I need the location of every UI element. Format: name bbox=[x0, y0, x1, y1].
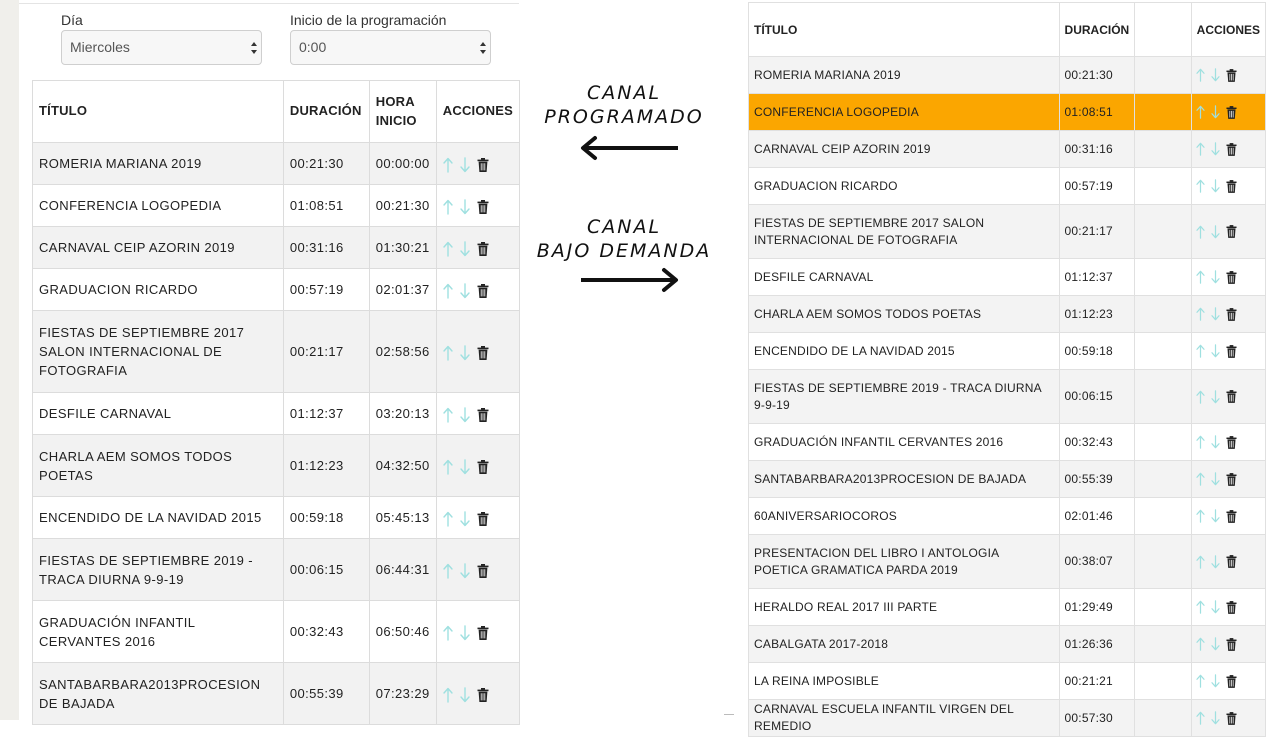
table-row[interactable] bbox=[749, 626, 1266, 663]
arrow-down-icon[interactable] bbox=[1211, 509, 1220, 523]
row-title: HERALDO REAL 2017 III PARTE bbox=[749, 589, 1060, 626]
row-blank bbox=[1135, 205, 1191, 259]
col-start-line2: INICIO bbox=[375, 112, 417, 128]
arrow-up-icon[interactable] bbox=[443, 625, 453, 641]
row-title: FIESTAS DE SEPTIEMBRE 2019 - TRACA DIURNA 9-9-19 bbox=[749, 370, 1060, 424]
actions-cell bbox=[1191, 700, 1265, 737]
row-duration: 00:55:39 bbox=[1059, 461, 1135, 498]
col-title: TÍTULO bbox=[749, 3, 1060, 57]
row-start: 03:20:13 bbox=[369, 393, 436, 435]
actions-cell bbox=[436, 435, 519, 497]
trash-icon[interactable] bbox=[1226, 638, 1237, 651]
canal-demanda-label bbox=[536, 215, 712, 263]
row-title: 60ANIVERSARIOCOROS bbox=[749, 498, 1060, 535]
table-row bbox=[33, 185, 520, 227]
table-row[interactable] bbox=[749, 424, 1266, 461]
actions-cell bbox=[436, 311, 519, 393]
row-duration: 01:12:23 bbox=[283, 435, 369, 497]
table-row bbox=[33, 227, 520, 269]
row-title: CONFERENCIA LOGOPEDIA bbox=[33, 185, 284, 227]
table-row[interactable] bbox=[749, 370, 1266, 424]
col-start bbox=[369, 81, 436, 143]
row-duration: 01:26:36 bbox=[1059, 626, 1135, 663]
row-title: GRADUACION RICARDO bbox=[749, 168, 1060, 205]
trash-icon[interactable] bbox=[477, 158, 489, 172]
table-row[interactable] bbox=[749, 663, 1266, 700]
trash-icon[interactable] bbox=[1226, 712, 1237, 725]
arrow-up-icon[interactable] bbox=[1196, 307, 1205, 321]
row-title: GRADUACIÓN INFANTIL CERVANTES 2016 bbox=[749, 424, 1060, 461]
row-duration: 01:08:51 bbox=[1059, 94, 1135, 131]
row-title: CHARLA AEM SOMOS TODOS POETAS bbox=[749, 296, 1060, 333]
table-row[interactable] bbox=[749, 205, 1266, 259]
row-blank bbox=[1135, 663, 1191, 700]
arrow-down-icon[interactable] bbox=[460, 407, 470, 423]
select-arrows-icon bbox=[479, 39, 487, 57]
arrow-down-icon[interactable] bbox=[460, 199, 470, 215]
row-start: 06:44:31 bbox=[369, 539, 436, 601]
table-row bbox=[33, 269, 520, 311]
actions-cell bbox=[436, 601, 519, 663]
scroll-indicator bbox=[724, 714, 734, 720]
arrow-down-icon[interactable] bbox=[1211, 472, 1220, 486]
actions-cell bbox=[436, 393, 519, 435]
row-blank bbox=[1135, 259, 1191, 296]
trash-icon[interactable] bbox=[477, 200, 489, 214]
row-duration: 00:21:30 bbox=[1059, 57, 1135, 94]
row-title: PRESENTACION DEL LIBRO I ANTOLOGIA POETICA GRAMATICA PARDA 2019 bbox=[749, 535, 1060, 589]
row-duration: 01:12:37 bbox=[1059, 259, 1135, 296]
row-title: SANTABARBARA2013PROCESION DE BAJADA bbox=[33, 663, 284, 725]
actions-cell bbox=[436, 185, 519, 227]
row-start: 04:32:50 bbox=[369, 435, 436, 497]
row-title: FIESTAS DE SEPTIEMBRE 2017 SALON INTERNACIONAL DE FOTOGRAFIA bbox=[33, 311, 284, 393]
row-blank bbox=[1135, 535, 1191, 589]
arrow-down-icon[interactable] bbox=[460, 157, 470, 173]
row-title: CARNAVAL ESCUELA INFANTIL VIRGEN DEL REMEDIO bbox=[749, 700, 1060, 737]
row-title: FIESTAS DE SEPTIEMBRE 2017 SALON INTERNACIONAL DE FOTOGRAFIA bbox=[749, 205, 1060, 259]
arrow-up-icon[interactable] bbox=[443, 199, 453, 215]
table-row[interactable] bbox=[749, 168, 1266, 205]
trash-icon[interactable] bbox=[1226, 390, 1237, 403]
canal-demanda-line1: CANAL bbox=[586, 216, 662, 238]
canal-demanda-line2: BAJO DEMANDA bbox=[536, 240, 712, 262]
row-duration: 00:38:07 bbox=[1059, 535, 1135, 589]
arrow-down-icon[interactable] bbox=[1211, 344, 1220, 358]
arrow-down-icon[interactable] bbox=[460, 345, 470, 361]
table-row bbox=[33, 601, 520, 663]
canal-programado-line2: PROGRAMADO bbox=[544, 106, 704, 128]
table-row-selected[interactable] bbox=[749, 94, 1266, 131]
canal-programado-label bbox=[540, 81, 708, 129]
row-title: ENCENDIDO DE LA NAVIDAD 2015 bbox=[33, 497, 284, 539]
row-start: 05:45:13 bbox=[369, 497, 436, 539]
row-title: SANTABARBARA2013PROCESION DE BAJADA bbox=[749, 461, 1060, 498]
row-blank bbox=[1135, 700, 1191, 737]
arrow-down-icon[interactable] bbox=[1211, 179, 1220, 193]
actions-cell bbox=[1191, 589, 1265, 626]
arrow-up-icon[interactable] bbox=[1196, 637, 1205, 651]
arrow-up-icon[interactable] bbox=[1196, 344, 1205, 358]
row-duration: 02:01:46 bbox=[1059, 498, 1135, 535]
actions-cell bbox=[436, 143, 519, 185]
table-row[interactable] bbox=[749, 498, 1266, 535]
actions-cell bbox=[1191, 535, 1265, 589]
table-row bbox=[33, 143, 520, 185]
table-row[interactable] bbox=[749, 131, 1266, 168]
actions-cell bbox=[436, 497, 519, 539]
trash-icon[interactable] bbox=[1226, 555, 1237, 568]
actions-cell bbox=[436, 539, 519, 601]
row-duration: 00:06:15 bbox=[283, 539, 369, 601]
row-start: 01:30:21 bbox=[369, 227, 436, 269]
start-select-value: 0:00 bbox=[299, 39, 327, 55]
trash-icon[interactable] bbox=[1226, 473, 1237, 486]
row-title: CHARLA AEM SOMOS TODOS POETAS bbox=[33, 435, 284, 497]
day-select-value: Miercoles bbox=[70, 39, 130, 55]
actions-cell bbox=[1191, 259, 1265, 296]
ondemand-table bbox=[748, 2, 1266, 737]
row-duration: 00:32:43 bbox=[1059, 424, 1135, 461]
row-blank bbox=[1135, 168, 1191, 205]
arrow-up-icon[interactable] bbox=[443, 687, 453, 703]
trash-icon[interactable] bbox=[1226, 180, 1237, 193]
row-start: 06:50:46 bbox=[369, 601, 436, 663]
arrow-up-icon[interactable] bbox=[1196, 390, 1205, 404]
row-duration: 00:21:17 bbox=[1059, 205, 1135, 259]
table-row bbox=[33, 393, 520, 435]
row-title: LA REINA IMPOSIBLE bbox=[749, 663, 1060, 700]
trash-icon[interactable] bbox=[1226, 106, 1237, 119]
arrow-up-icon[interactable] bbox=[443, 407, 453, 423]
actions-cell bbox=[1191, 626, 1265, 663]
trash-icon[interactable] bbox=[1226, 69, 1237, 82]
table-row[interactable] bbox=[749, 57, 1266, 94]
arrow-down-icon[interactable] bbox=[1211, 637, 1220, 651]
row-duration: 00:06:15 bbox=[1059, 370, 1135, 424]
actions-cell bbox=[1191, 663, 1265, 700]
arrow-down-icon[interactable] bbox=[1211, 600, 1220, 614]
trash-icon[interactable] bbox=[477, 284, 489, 298]
arrow-down-icon[interactable] bbox=[460, 625, 470, 641]
row-duration: 00:32:43 bbox=[283, 601, 369, 663]
actions-cell bbox=[436, 663, 519, 725]
table-row[interactable] bbox=[749, 461, 1266, 498]
row-blank bbox=[1135, 424, 1191, 461]
trash-icon[interactable] bbox=[1226, 143, 1237, 156]
row-duration: 01:12:37 bbox=[283, 393, 369, 435]
scheduled-header-row bbox=[33, 81, 520, 143]
arrow-down-icon[interactable] bbox=[1211, 435, 1220, 449]
row-duration: 01:29:49 bbox=[1059, 589, 1135, 626]
actions-cell bbox=[436, 227, 519, 269]
arrow-up-icon[interactable] bbox=[1196, 674, 1205, 688]
row-duration: 00:57:19 bbox=[1059, 168, 1135, 205]
row-start: 02:58:56 bbox=[369, 311, 436, 393]
trash-icon[interactable] bbox=[477, 242, 489, 256]
ondemand-header-row bbox=[749, 3, 1266, 57]
row-title: CARNAVAL CEIP AZORIN 2019 bbox=[33, 227, 284, 269]
arrow-down-icon[interactable] bbox=[460, 283, 470, 299]
row-duration: 00:57:30 bbox=[1059, 700, 1135, 737]
arrow-up-icon[interactable] bbox=[1196, 555, 1205, 569]
arrow-down-icon[interactable] bbox=[1211, 105, 1220, 119]
arrow-down-icon[interactable] bbox=[460, 563, 470, 579]
col-blank bbox=[1135, 3, 1191, 57]
arrow-up-icon[interactable] bbox=[1196, 225, 1205, 239]
canal-programado-line1: CANAL bbox=[586, 82, 662, 104]
trash-icon[interactable] bbox=[477, 346, 489, 360]
top-divider bbox=[19, 0, 519, 4]
arrow-up-icon[interactable] bbox=[443, 563, 453, 579]
arrow-down-icon[interactable] bbox=[460, 511, 470, 527]
trash-icon[interactable] bbox=[477, 512, 489, 526]
arrow-up-icon[interactable] bbox=[443, 459, 453, 475]
trash-icon[interactable] bbox=[1226, 271, 1237, 284]
trash-icon[interactable] bbox=[477, 564, 489, 578]
arrow-down-icon[interactable] bbox=[460, 241, 470, 257]
table-row bbox=[33, 311, 520, 393]
day-select[interactable] bbox=[61, 30, 262, 65]
row-blank bbox=[1135, 333, 1191, 370]
arrow-up-icon[interactable] bbox=[1196, 472, 1205, 486]
table-row bbox=[33, 497, 520, 539]
scheduled-table bbox=[32, 80, 520, 725]
arrow-down-icon[interactable] bbox=[460, 687, 470, 703]
actions-cell bbox=[436, 269, 519, 311]
day-label: Día bbox=[61, 12, 83, 28]
arrow-up-icon[interactable] bbox=[1196, 105, 1205, 119]
table-row bbox=[33, 663, 520, 725]
arrow-up-icon[interactable] bbox=[1196, 435, 1205, 449]
table-row bbox=[33, 435, 520, 497]
arrow-up-icon[interactable] bbox=[1196, 509, 1205, 523]
row-duration: 01:12:23 bbox=[1059, 296, 1135, 333]
row-title: ENCENDIDO DE LA NAVIDAD 2015 bbox=[749, 333, 1060, 370]
row-duration: 01:08:51 bbox=[283, 185, 369, 227]
row-blank bbox=[1135, 131, 1191, 168]
start-select[interactable] bbox=[290, 30, 491, 65]
arrow-up-icon[interactable] bbox=[1196, 179, 1205, 193]
row-start: 00:21:30 bbox=[369, 185, 436, 227]
row-start: 02:01:37 bbox=[369, 269, 436, 311]
row-title: FIESTAS DE SEPTIEMBRE 2019 - TRACA DIURNA 9-9-19 bbox=[33, 539, 284, 601]
row-duration: 00:57:19 bbox=[283, 269, 369, 311]
row-title: ROMERIA MARIANA 2019 bbox=[33, 143, 284, 185]
arrow-down-icon[interactable] bbox=[1211, 68, 1220, 82]
arrow-up-icon[interactable] bbox=[443, 241, 453, 257]
row-duration: 00:21:30 bbox=[283, 143, 369, 185]
col-duration: DURACIÓN bbox=[1059, 3, 1135, 57]
col-duration: DURACIÓN bbox=[283, 81, 369, 143]
col-actions: ACCIONES bbox=[436, 81, 519, 143]
table-row[interactable] bbox=[749, 296, 1266, 333]
row-title: GRADUACION RICARDO bbox=[33, 269, 284, 311]
table-row[interactable] bbox=[749, 259, 1266, 296]
arrow-up-icon[interactable] bbox=[1196, 68, 1205, 82]
arrow-up-icon[interactable] bbox=[443, 283, 453, 299]
arrow-down-icon[interactable] bbox=[460, 459, 470, 475]
arrow-up-icon[interactable] bbox=[443, 345, 453, 361]
row-duration: 00:59:18 bbox=[1059, 333, 1135, 370]
actions-cell bbox=[1191, 498, 1265, 535]
arrow-up-icon[interactable] bbox=[1196, 142, 1205, 156]
arrow-down-icon[interactable] bbox=[1211, 307, 1220, 321]
table-row[interactable] bbox=[749, 700, 1266, 737]
row-blank bbox=[1135, 626, 1191, 663]
row-start: 07:23:29 bbox=[369, 663, 436, 725]
row-blank bbox=[1135, 57, 1191, 94]
row-title: CARNAVAL CEIP AZORIN 2019 bbox=[749, 131, 1060, 168]
actions-cell bbox=[1191, 131, 1265, 168]
row-title: CABALGATA 2017-2018 bbox=[749, 626, 1060, 663]
row-blank bbox=[1135, 94, 1191, 131]
row-blank bbox=[1135, 461, 1191, 498]
col-title: TÍTULO bbox=[33, 81, 284, 143]
row-title: GRADUACIÓN INFANTIL CERVANTES 2016 bbox=[33, 601, 284, 663]
trash-icon[interactable] bbox=[1226, 510, 1237, 523]
arrow-up-icon[interactable] bbox=[443, 511, 453, 527]
arrow-left-icon bbox=[578, 136, 680, 165]
arrow-right-icon bbox=[579, 268, 681, 297]
left-gutter bbox=[0, 0, 19, 720]
col-start-line1: HORA bbox=[375, 93, 415, 109]
actions-cell bbox=[1191, 296, 1265, 333]
trash-icon[interactable] bbox=[1226, 675, 1237, 688]
col-actions: ACCIONES bbox=[1191, 3, 1265, 57]
arrow-down-icon[interactable] bbox=[1211, 390, 1220, 404]
arrow-down-icon[interactable] bbox=[1211, 711, 1220, 725]
trash-icon[interactable] bbox=[477, 408, 489, 422]
trash-icon[interactable] bbox=[1226, 436, 1237, 449]
row-duration: 00:31:16 bbox=[283, 227, 369, 269]
start-label: Inicio de la programación bbox=[290, 12, 447, 28]
row-start: 00:00:00 bbox=[369, 143, 436, 185]
actions-cell bbox=[1191, 461, 1265, 498]
row-title: CONFERENCIA LOGOPEDIA bbox=[749, 94, 1060, 131]
row-duration: 00:31:16 bbox=[1059, 131, 1135, 168]
trash-icon[interactable] bbox=[477, 626, 489, 640]
arrow-down-icon[interactable] bbox=[1211, 142, 1220, 156]
row-blank bbox=[1135, 498, 1191, 535]
arrow-down-icon[interactable] bbox=[1211, 270, 1220, 284]
table-row bbox=[33, 539, 520, 601]
row-blank bbox=[1135, 589, 1191, 626]
row-duration: 00:21:17 bbox=[283, 311, 369, 393]
trash-icon[interactable] bbox=[477, 688, 489, 702]
trash-icon[interactable] bbox=[1226, 601, 1237, 614]
table-row[interactable] bbox=[749, 589, 1266, 626]
row-duration: 00:55:39 bbox=[283, 663, 369, 725]
row-duration: 00:59:18 bbox=[283, 497, 369, 539]
table-row[interactable] bbox=[749, 333, 1266, 370]
row-title: DESFILE CARNAVAL bbox=[749, 259, 1060, 296]
actions-cell bbox=[1191, 205, 1265, 259]
row-title: ROMERIA MARIANA 2019 bbox=[749, 57, 1060, 94]
row-duration: 00:21:21 bbox=[1059, 663, 1135, 700]
arrow-up-icon[interactable] bbox=[1196, 711, 1205, 725]
trash-icon[interactable] bbox=[477, 460, 489, 474]
arrow-up-icon[interactable] bbox=[1196, 270, 1205, 284]
actions-cell bbox=[1191, 424, 1265, 461]
actions-cell bbox=[1191, 168, 1265, 205]
actions-cell bbox=[1191, 57, 1265, 94]
arrow-down-icon[interactable] bbox=[1211, 555, 1220, 569]
actions-cell bbox=[1191, 370, 1265, 424]
arrow-down-icon[interactable] bbox=[1211, 225, 1220, 239]
arrow-down-icon[interactable] bbox=[1211, 674, 1220, 688]
arrow-up-icon[interactable] bbox=[1196, 600, 1205, 614]
trash-icon[interactable] bbox=[1226, 225, 1237, 238]
row-blank bbox=[1135, 296, 1191, 333]
arrow-up-icon[interactable] bbox=[443, 157, 453, 173]
trash-icon[interactable] bbox=[1226, 308, 1237, 321]
row-title: DESFILE CARNAVAL bbox=[33, 393, 284, 435]
actions-cell bbox=[1191, 94, 1265, 131]
row-blank bbox=[1135, 370, 1191, 424]
trash-icon[interactable] bbox=[1226, 345, 1237, 358]
table-row[interactable] bbox=[749, 535, 1266, 589]
actions-cell bbox=[1191, 333, 1265, 370]
select-arrows-icon bbox=[250, 39, 258, 57]
